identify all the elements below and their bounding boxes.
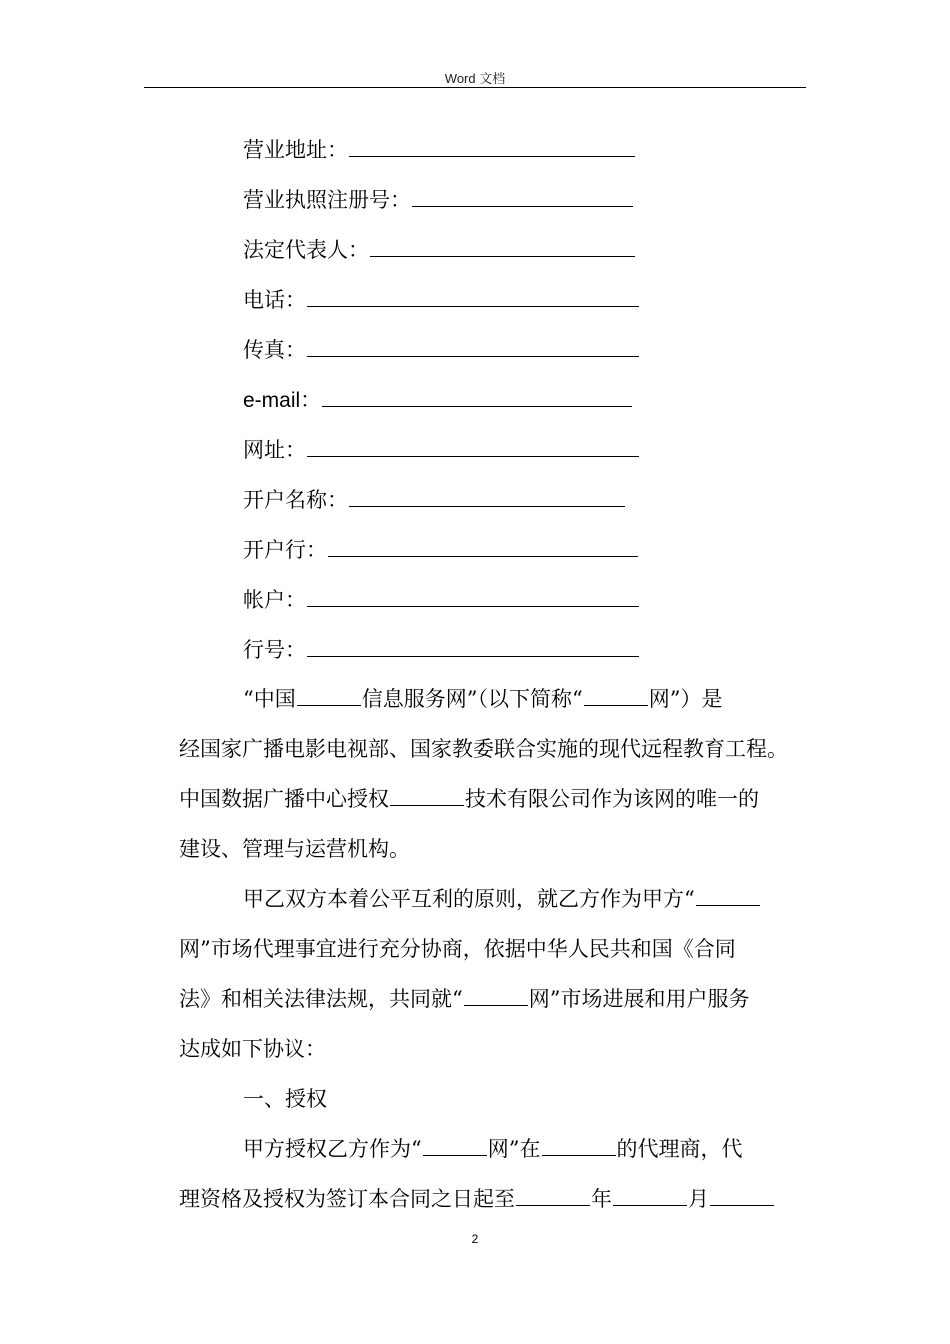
fill-blank: [710, 1185, 774, 1206]
field-label: 传真：: [243, 338, 306, 362]
field-website: [243, 436, 640, 464]
intro-line-3: [179, 785, 759, 813]
field-label: 开户名称：: [243, 488, 348, 512]
text-run: 信息服务网”（以下简称“: [361, 687, 583, 711]
text-run: 中国数据广播中心授权: [179, 787, 389, 811]
fill-blank: [307, 286, 639, 307]
text-run: 的代理商，代: [616, 1137, 743, 1161]
para2-line-1: [243, 885, 761, 913]
para2-line-4: 达成如下协议：: [179, 1037, 326, 1061]
field-bank-code: [243, 636, 640, 664]
field-account-name: [243, 486, 626, 514]
fill-blank: [322, 386, 632, 407]
fill-blank: [584, 685, 648, 706]
page-header: Word 文档: [444, 71, 506, 86]
section-heading: 一、授权: [243, 1087, 327, 1111]
fill-blank: [370, 236, 635, 257]
fill-blank: [307, 636, 639, 657]
page-number: 2: [471, 1232, 479, 1246]
field-label: 网址：: [243, 438, 306, 462]
field-label: 电话：: [243, 288, 306, 312]
field-label: 营业执照注册号：: [243, 188, 411, 212]
text-run: 甲方授权乙方作为“: [243, 1137, 422, 1161]
fill-blank: [613, 1185, 687, 1206]
field-label: e-mail：: [243, 389, 322, 412]
field-label: 行号：: [243, 638, 306, 662]
field-phone: [243, 286, 640, 314]
field-label: 帐户：: [243, 588, 306, 612]
intro-line-1: [243, 685, 722, 713]
fill-blank: [297, 685, 361, 706]
text-run: 网”）是: [648, 687, 723, 711]
text-run: 网”市场进展和用户服务: [528, 987, 750, 1011]
intro-line-4: 建设、管理与运营机构。: [179, 837, 410, 861]
field-account: [243, 586, 640, 614]
fill-blank: [390, 785, 464, 806]
field-legal-representative: [243, 236, 636, 264]
text-run: 网”在: [487, 1137, 541, 1161]
header-rule: [144, 87, 806, 88]
field-label: 营业地址：: [243, 138, 348, 162]
text-run: 甲乙双方本着公平互利的原则，就乙方作为甲方“: [243, 887, 695, 911]
fill-blank: [349, 486, 625, 507]
text-run: “中国: [243, 687, 296, 711]
text-run: 月: [688, 1187, 709, 1211]
fill-blank: [412, 186, 633, 207]
intro-line-2: 经国家广播电影电视部、国家教委联合实施的现代远程教育工程。: [179, 737, 788, 761]
fill-blank: [349, 136, 635, 157]
field-business-address: [243, 136, 636, 164]
para2-line-3: [179, 985, 750, 1013]
fill-blank: [328, 536, 638, 557]
text-run: 年: [591, 1187, 612, 1211]
section1-line-2: [179, 1185, 775, 1213]
text-run: 理资格及授权为签订本合同之日起至: [179, 1187, 515, 1211]
fill-blank: [307, 436, 639, 457]
fill-blank: [516, 1185, 590, 1206]
field-label: 开户行：: [243, 538, 327, 562]
para2-line-2: 网”市场代理事宜进行充分协商，依据中华人民共和国《合同: [179, 937, 736, 961]
field-fax: [243, 336, 640, 364]
section1-line-1: [243, 1135, 743, 1163]
fill-blank: [542, 1135, 616, 1156]
field-label: 法定代表人：: [243, 238, 369, 262]
fill-blank: [696, 885, 760, 906]
fill-blank: [423, 1135, 487, 1156]
text-run: 技术有限公司作为该网的唯一的: [465, 787, 759, 811]
field-bank: [243, 536, 639, 564]
field-license-number: [243, 186, 634, 214]
fill-blank: [307, 586, 639, 607]
fill-blank: [307, 336, 639, 357]
fill-blank: [464, 985, 528, 1006]
field-email: [243, 386, 633, 415]
text-run: 法》和相关法律法规，共同就“: [179, 987, 463, 1011]
